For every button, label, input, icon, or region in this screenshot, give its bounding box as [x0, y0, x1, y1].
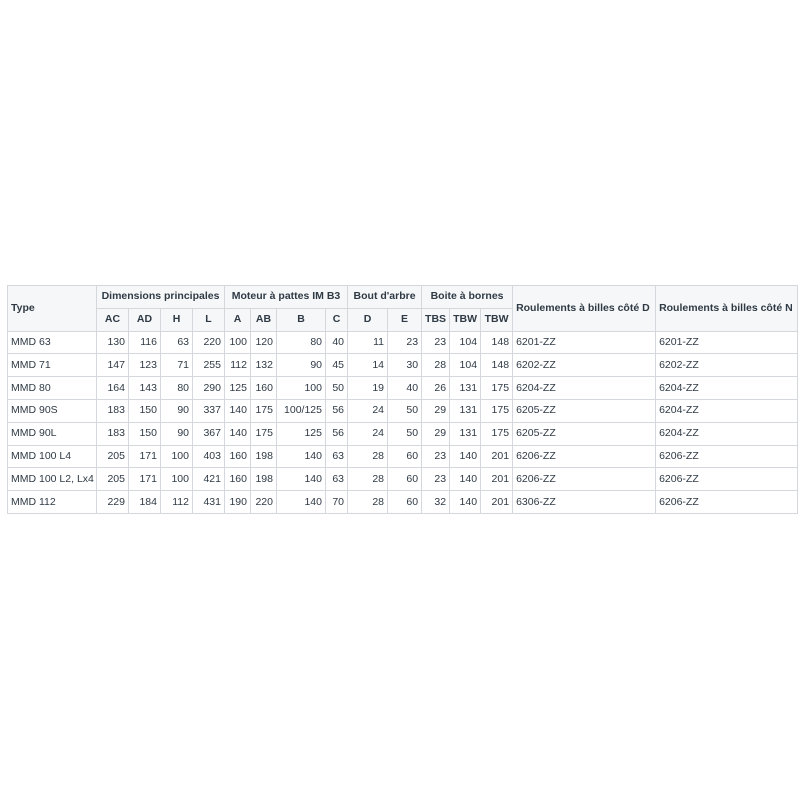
cell-value: 32 — [422, 491, 450, 514]
cell-value: 175 — [481, 399, 513, 422]
cell-roulement-n: 6204-ZZ — [656, 422, 798, 445]
cell-roulement-d: 6201-ZZ — [513, 331, 656, 354]
cell-value: 140 — [277, 445, 326, 468]
table-row — [8, 422, 798, 445]
cell-value: 45 — [326, 354, 348, 377]
dimensions-table-container — [7, 285, 793, 514]
cell-value: 198 — [251, 468, 277, 491]
cell-value: 63 — [161, 331, 193, 354]
table-row — [8, 354, 798, 377]
cell-value: 90 — [161, 422, 193, 445]
cell-value: 71 — [161, 354, 193, 377]
cell-value: 28 — [348, 491, 388, 514]
cell-value: 255 — [193, 354, 225, 377]
cell-value: 147 — [97, 354, 129, 377]
cell-value: 56 — [326, 399, 348, 422]
cell-value: 120 — [251, 331, 277, 354]
cell-value: 56 — [326, 422, 348, 445]
subheader-e: E — [388, 308, 422, 331]
cell-value: 100 — [277, 377, 326, 400]
cell-type: MMD 71 — [8, 354, 97, 377]
cell-type: MMD 90S — [8, 399, 97, 422]
subheader-l: L — [193, 308, 225, 331]
cell-value: 24 — [348, 399, 388, 422]
cell-type: MMD 100 L2, Lx4 — [8, 468, 97, 491]
cell-value: 140 — [277, 491, 326, 514]
cell-value: 150 — [129, 399, 161, 422]
cell-value: 205 — [97, 468, 129, 491]
subheader-h: H — [161, 308, 193, 331]
cell-value: 63 — [326, 445, 348, 468]
subheader-ac: AC — [97, 308, 129, 331]
cell-value: 143 — [129, 377, 161, 400]
header-row-groups — [8, 286, 798, 309]
cell-value: 175 — [481, 377, 513, 400]
cell-value: 140 — [225, 399, 251, 422]
cell-value: 201 — [481, 468, 513, 491]
table-row — [8, 377, 798, 400]
cell-roulement-n: 6206-ZZ — [656, 491, 798, 514]
cell-value: 160 — [225, 445, 251, 468]
cell-value: 80 — [277, 331, 326, 354]
cell-value: 140 — [450, 468, 481, 491]
cell-value: 171 — [129, 445, 161, 468]
table-header — [8, 286, 798, 332]
cell-value: 337 — [193, 399, 225, 422]
cell-value: 131 — [450, 377, 481, 400]
cell-value: 23 — [422, 331, 450, 354]
cell-value: 14 — [348, 354, 388, 377]
table-row — [8, 468, 798, 491]
subheader-a: A — [225, 308, 251, 331]
cell-value: 60 — [388, 468, 422, 491]
subheader-tbs: TBS — [422, 308, 450, 331]
cell-value: 421 — [193, 468, 225, 491]
cell-value: 175 — [251, 422, 277, 445]
cell-type: MMD 80 — [8, 377, 97, 400]
cell-value: 183 — [97, 422, 129, 445]
cell-value: 160 — [251, 377, 277, 400]
cell-value: 70 — [326, 491, 348, 514]
cell-value: 164 — [97, 377, 129, 400]
table-row — [8, 491, 798, 514]
cell-value: 183 — [97, 399, 129, 422]
cell-value: 23 — [422, 468, 450, 491]
header-roulements-d: Roulements à billes côté D — [513, 286, 656, 332]
cell-value: 23 — [388, 331, 422, 354]
cell-roulement-d: 6202-ZZ — [513, 354, 656, 377]
table-row — [8, 445, 798, 468]
table-row — [8, 399, 798, 422]
cell-value: 63 — [326, 468, 348, 491]
cell-value: 100/125 — [277, 399, 326, 422]
cell-value: 130 — [97, 331, 129, 354]
cell-value: 100 — [225, 331, 251, 354]
subheader-ad: AD — [129, 308, 161, 331]
cell-value: 28 — [422, 354, 450, 377]
cell-value: 104 — [450, 331, 481, 354]
cell-roulement-n: 6201-ZZ — [656, 331, 798, 354]
cell-value: 220 — [251, 491, 277, 514]
cell-type: MMD 63 — [8, 331, 97, 354]
cell-value: 132 — [251, 354, 277, 377]
cell-value: 104 — [450, 354, 481, 377]
table-body — [8, 331, 798, 513]
cell-value: 140 — [450, 491, 481, 514]
subheader-b: B — [277, 308, 326, 331]
cell-value: 28 — [348, 445, 388, 468]
cell-value: 431 — [193, 491, 225, 514]
cell-value: 184 — [129, 491, 161, 514]
cell-value: 140 — [450, 445, 481, 468]
cell-value: 90 — [277, 354, 326, 377]
cell-value: 80 — [161, 377, 193, 400]
header-roulements-n: Roulements à billes côté N — [656, 286, 798, 332]
cell-value: 229 — [97, 491, 129, 514]
cell-value: 403 — [193, 445, 225, 468]
cell-value: 30 — [388, 354, 422, 377]
cell-value: 50 — [388, 399, 422, 422]
cell-value: 112 — [161, 491, 193, 514]
header-moteur: Moteur à pattes IM B3 — [225, 286, 348, 309]
cell-value: 201 — [481, 491, 513, 514]
cell-value: 171 — [129, 468, 161, 491]
cell-value: 19 — [348, 377, 388, 400]
cell-value: 190 — [225, 491, 251, 514]
subheader-ab: AB — [251, 308, 277, 331]
cell-value: 11 — [348, 331, 388, 354]
cell-value: 112 — [225, 354, 251, 377]
table-row — [8, 331, 798, 354]
cell-roulement-d: 6204-ZZ — [513, 377, 656, 400]
cell-type: MMD 112 — [8, 491, 97, 514]
cell-roulement-d: 6206-ZZ — [513, 445, 656, 468]
dimensions-table — [7, 285, 798, 514]
cell-value: 29 — [422, 399, 450, 422]
cell-roulement-d: 6205-ZZ — [513, 399, 656, 422]
cell-value: 125 — [225, 377, 251, 400]
cell-type: MMD 90L — [8, 422, 97, 445]
cell-value: 28 — [348, 468, 388, 491]
cell-value: 140 — [225, 422, 251, 445]
cell-value: 220 — [193, 331, 225, 354]
cell-roulement-n: 6204-ZZ — [656, 399, 798, 422]
cell-value: 205 — [97, 445, 129, 468]
cell-value: 90 — [161, 399, 193, 422]
cell-value: 40 — [388, 377, 422, 400]
cell-value: 100 — [161, 468, 193, 491]
cell-roulement-n: 6206-ZZ — [656, 445, 798, 468]
cell-value: 131 — [450, 399, 481, 422]
subheader-d: D — [348, 308, 388, 331]
cell-value: 50 — [326, 377, 348, 400]
cell-value: 123 — [129, 354, 161, 377]
cell-value: 40 — [326, 331, 348, 354]
cell-value: 24 — [348, 422, 388, 445]
cell-value: 125 — [277, 422, 326, 445]
cell-roulement-n: 6202-ZZ — [656, 354, 798, 377]
cell-value: 290 — [193, 377, 225, 400]
cell-value: 60 — [388, 491, 422, 514]
cell-roulement-d: 6206-ZZ — [513, 468, 656, 491]
cell-value: 26 — [422, 377, 450, 400]
cell-roulement-n: 6206-ZZ — [656, 468, 798, 491]
cell-roulement-n: 6204-ZZ — [656, 377, 798, 400]
header-boite: Boite à bornes — [422, 286, 513, 309]
cell-value: 23 — [422, 445, 450, 468]
subheader-c: C — [326, 308, 348, 331]
cell-value: 367 — [193, 422, 225, 445]
header-type: Type — [8, 286, 97, 332]
header-dimensions: Dimensions principales — [97, 286, 225, 309]
cell-value: 60 — [388, 445, 422, 468]
cell-value: 148 — [481, 331, 513, 354]
cell-value: 131 — [450, 422, 481, 445]
header-bout: Bout d'arbre — [348, 286, 422, 309]
cell-roulement-d: 6306-ZZ — [513, 491, 656, 514]
cell-value: 116 — [129, 331, 161, 354]
subheader-tbw-2: TBW — [481, 308, 513, 331]
cell-value: 148 — [481, 354, 513, 377]
cell-value: 29 — [422, 422, 450, 445]
cell-value: 100 — [161, 445, 193, 468]
cell-value: 175 — [251, 399, 277, 422]
subheader-tbw: TBW — [450, 308, 481, 331]
cell-value: 175 — [481, 422, 513, 445]
cell-value: 198 — [251, 445, 277, 468]
cell-value: 201 — [481, 445, 513, 468]
cell-value: 150 — [129, 422, 161, 445]
cell-value: 140 — [277, 468, 326, 491]
cell-value: 50 — [388, 422, 422, 445]
cell-value: 160 — [225, 468, 251, 491]
cell-roulement-d: 6205-ZZ — [513, 422, 656, 445]
cell-type: MMD 100 L4 — [8, 445, 97, 468]
